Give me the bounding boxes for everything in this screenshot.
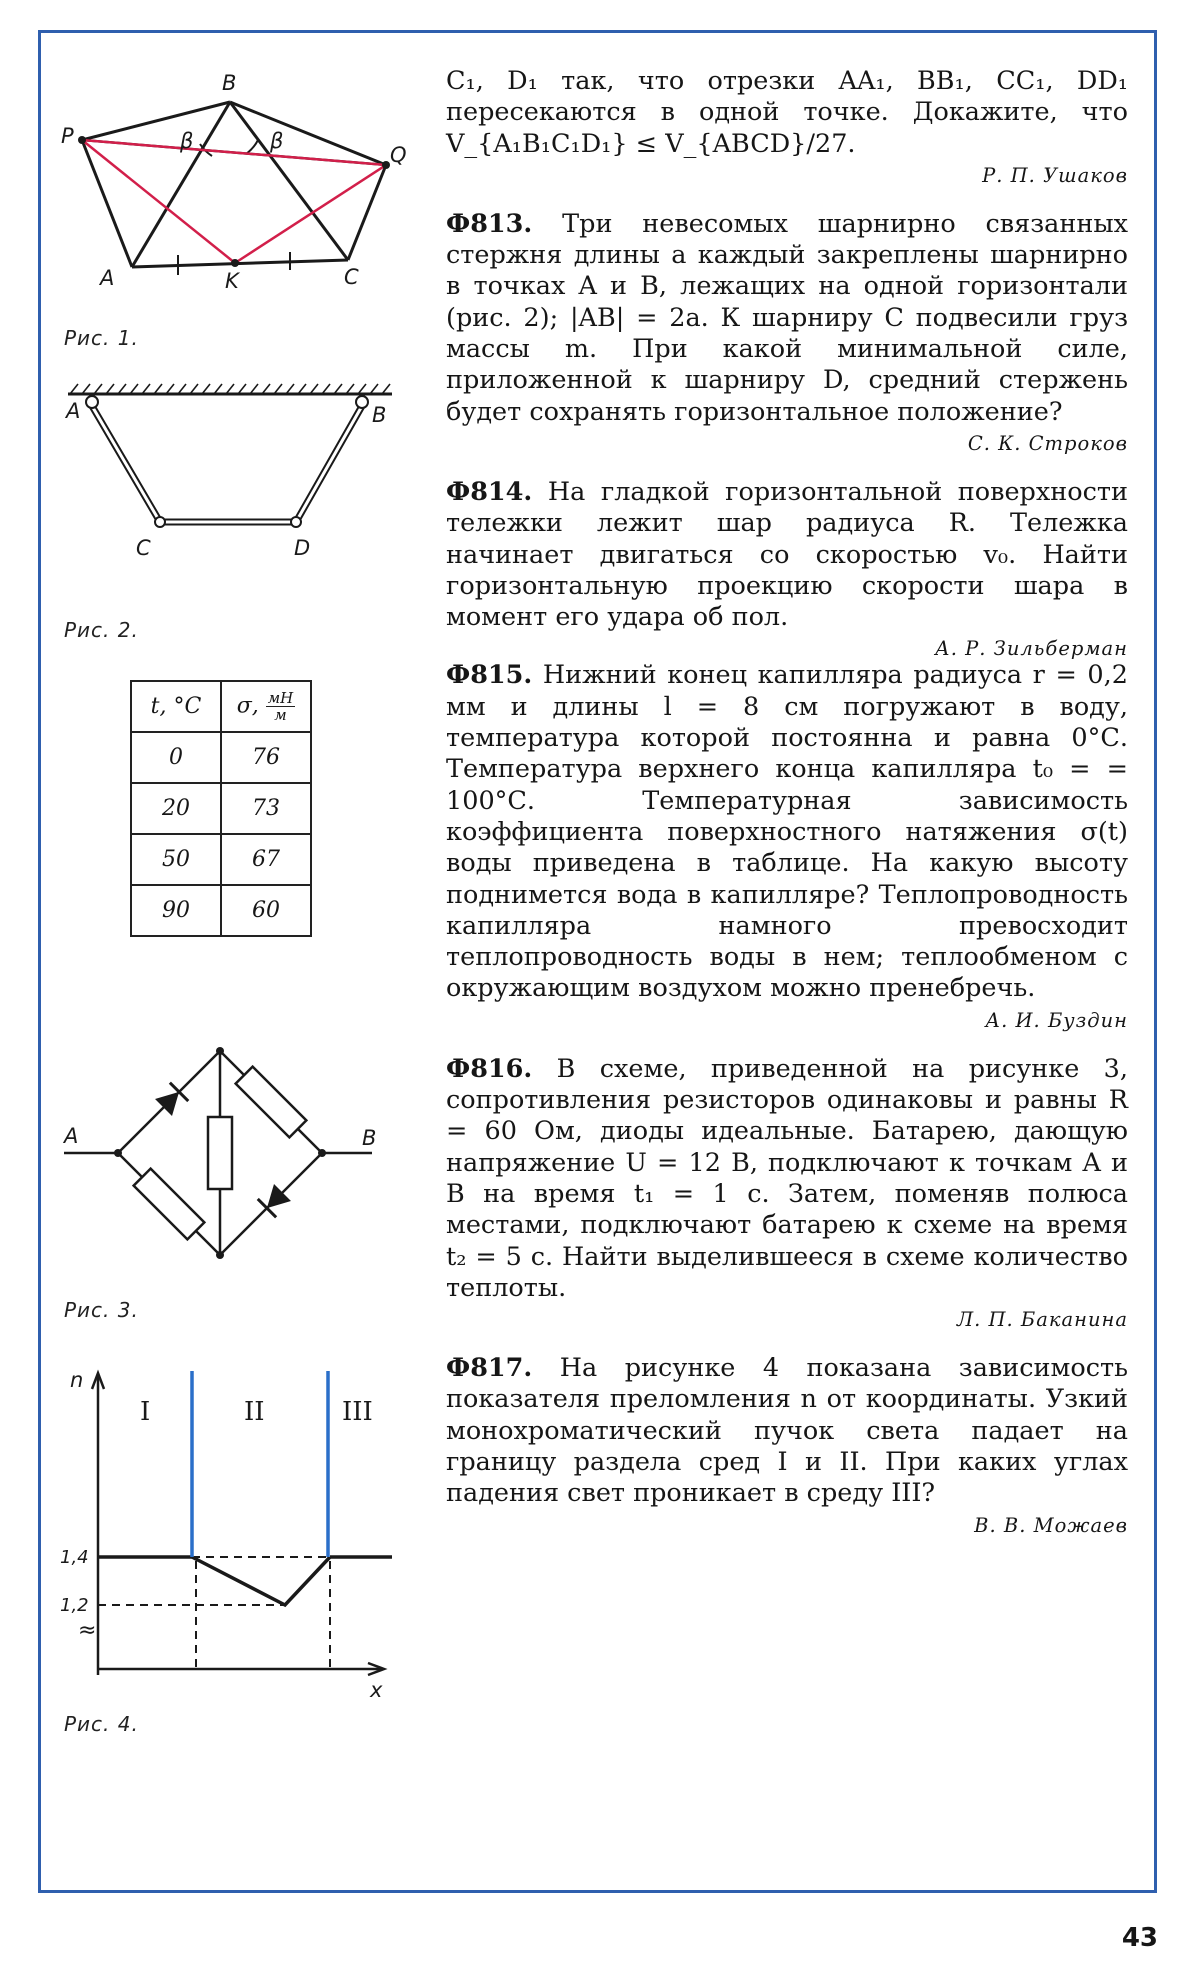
table-header-sigma <box>221 681 311 732</box>
table-header-sigma-unit <box>266 690 296 723</box>
table-header-t: t, °C <box>131 681 221 732</box>
table-row <box>131 732 311 783</box>
text-column <box>446 66 1128 1537</box>
fig1-label-K: K <box>225 269 239 293</box>
intro-line1: C₁, D₁ так, что отрезки AA₁, BB₁, CC₁, DD₁ пересекаются в одной точке. Докажите, что <box>446 66 1128 128</box>
table-cell-t: 50 <box>131 834 221 885</box>
page-number: 43 <box>1121 1923 1158 1953</box>
intro-text <box>446 66 1128 160</box>
fig2-label-C: C <box>136 536 151 560</box>
table-cell-t: 90 <box>131 885 221 936</box>
author-ushakov: Р. П. Ушаков <box>982 163 1128 187</box>
problem-text <box>446 1353 1128 1509</box>
problem-text <box>446 660 1128 1004</box>
problem-author: В. В. Можаев <box>974 1513 1128 1537</box>
sigma-table <box>130 680 312 937</box>
table-header-row <box>131 681 311 732</box>
figure-4 <box>60 1365 400 1700</box>
problem-id: Ф815. <box>446 660 533 691</box>
fig2-label-D: D <box>294 536 311 560</box>
fig2-label-B: B <box>372 403 387 427</box>
problem-817 <box>446 1353 1128 1536</box>
fig4-label-14: 1,4 <box>60 1547 89 1568</box>
table-cell-t: 20 <box>131 783 221 834</box>
problem-text <box>446 477 1128 633</box>
fig1-label-C: C <box>344 265 359 289</box>
problem-body: На рисунке 4 показана зависимость показателя преломления n от координаты. Узкий монохроматический пучок света падает на границу раздела сред I и II. При каких углах падения свет проникает в среду III? <box>446 1353 1128 1509</box>
problem-id: Ф813. <box>446 208 533 239</box>
problem-text <box>446 1054 1128 1304</box>
table-row <box>131 783 311 834</box>
sigma-unit-num: мН <box>267 689 294 707</box>
problem-id: Ф817. <box>446 1353 533 1384</box>
problem-id: Ф814. <box>446 476 533 507</box>
fig1-caption: Рис. 1. <box>64 326 139 350</box>
table-cell-sigma: 60 <box>221 885 311 936</box>
fig4-label-x: x <box>370 1678 383 1700</box>
fig4-region-II: II <box>244 1397 265 1427</box>
problem-author: С. К. Строков <box>967 431 1128 455</box>
figure-3 <box>60 1035 400 1275</box>
table-cell-sigma: 76 <box>221 732 311 783</box>
problem-author: А. И. Буздин <box>985 1008 1128 1032</box>
fig3-caption: Рис. 3. <box>64 1298 139 1322</box>
fig4-region-I: I <box>140 1397 151 1427</box>
fig3-label-A: A <box>64 1124 79 1148</box>
fig1-label-Q: Q <box>390 143 407 167</box>
fig2-caption: Рис. 2. <box>64 618 139 642</box>
problem-author: А. Р. Зильберман <box>935 637 1128 661</box>
problem-body: Нижний конец капилляра радиуса r = 0,2 мм и длины l = 8 см погружают в воду, температура которой постоянна и равна 0°С. Температура верхнего конца капилляра t₀ = = 100°С. Температурная зависимость коэффициента поверхностного натяжения σ(t) воды приведена в таблице. На какую высоту поднимется вода в капилляре? Теплопроводность капилляра намного превосходит теплопроводность воды в нем; теплообменом с окружающим воздухом можно пренебречь. <box>446 660 1128 1004</box>
fig1-label-beta-right: β <box>270 129 284 153</box>
fig4-axis-break: ≈ <box>78 1618 97 1643</box>
table-row <box>131 885 311 936</box>
table-row <box>131 834 311 885</box>
problem-body: В схеме, приведенной на рисунке 3, сопротивления резисторов одинаковы и равны R = 60 Ом, диоды идеальные. Батарею, дающую напряжение U = 12 В, подключают к точкам A и B на время t₁ = 1 с. Затем, поменяв полюса местами, подключают батарею к схеме на время t₂ = 5 с. Найти выделившееся в схеме количество теплоты. <box>446 1053 1128 1303</box>
fig2-label-A: A <box>66 399 81 423</box>
table-header-sigma-symbol: σ, <box>236 693 259 719</box>
fig4-region-III: III <box>342 1397 373 1427</box>
fig4-label-12: 1,2 <box>60 1595 89 1616</box>
problem-813 <box>446 209 1128 455</box>
problem-816 <box>446 1054 1128 1331</box>
figure-1 <box>60 70 410 300</box>
sigma-unit-den: м <box>274 706 287 724</box>
problem-815 <box>446 660 1128 1031</box>
problem-id: Ф816. <box>446 1053 533 1084</box>
fig4-caption: Рис. 4. <box>64 1712 139 1736</box>
problem-author: Л. П. Баканина <box>956 1308 1128 1332</box>
intro-formula: V_{A₁B₁C₁D₁} ≤ V_{ABCD}/27. <box>446 128 856 159</box>
table-cell-sigma: 67 <box>221 834 311 885</box>
table-cell-sigma: 73 <box>221 783 311 834</box>
fig1-label-beta-left: β <box>180 129 194 153</box>
fig1-label-B: B <box>222 71 237 95</box>
problem-814 <box>446 477 1128 660</box>
fig3-label-B: B <box>362 1126 377 1150</box>
figure-2 <box>60 370 400 570</box>
fig1-label-P: P <box>61 124 74 148</box>
fig4-label-n: n <box>70 1368 84 1392</box>
table-cell-t: 0 <box>131 732 221 783</box>
problem-intro <box>446 66 1128 187</box>
problem-text <box>446 209 1128 428</box>
fig1-label-A: A <box>100 266 115 290</box>
problem-body: На гладкой горизонтальной поверхности тележки лежит шар радиуса R. Тележка начинает двигаться со скоростью v₀. Найти горизонтальную проекцию скорости шара в момент его удара об пол. <box>446 476 1128 633</box>
problem-body: Три невесомых шарнирно связанных стержня длины a каждый закреплены шарнирно в точках A и B, лежащих на одной горизонтали (рис. 2); |AB| = 2a. К шарниру C подвесили груз массы m. При какой минимальной силе, приложенной к шарниру D, средний стержень будет сохранять горизонтальное положение? <box>446 208 1128 427</box>
